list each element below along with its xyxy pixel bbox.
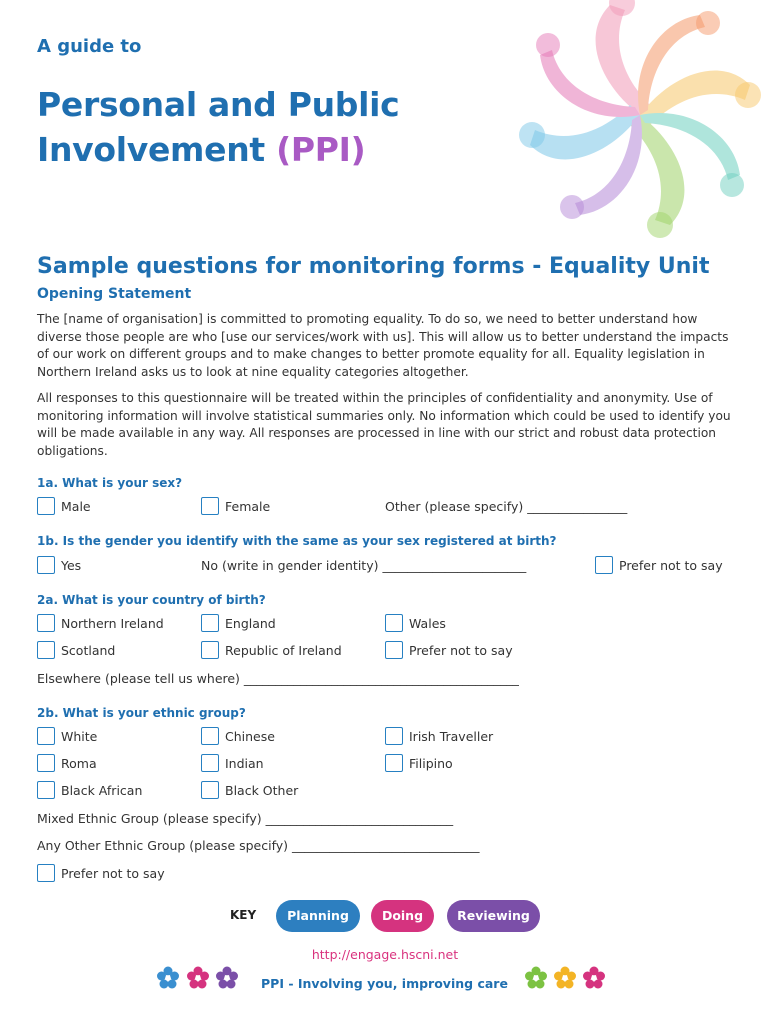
checkbox[interactable] [201, 727, 219, 745]
option-label: Wales [409, 615, 446, 631]
question-1b-label: 1b. Is the gender you identify with the same as your sex registered at birth? [37, 534, 557, 548]
option-male[interactable] [37, 497, 91, 515]
checkbox[interactable] [37, 727, 55, 745]
flower-icon-yellow [553, 966, 577, 994]
option-label: Female [225, 498, 271, 514]
option-label: Irish Traveller [409, 728, 494, 744]
option-black-other[interactable] [201, 781, 298, 799]
checkbox[interactable] [37, 754, 55, 772]
checkbox[interactable] [385, 614, 403, 632]
key-doing-badge: Doing [371, 900, 434, 932]
title-line-2 [37, 127, 399, 172]
checkbox[interactable] [37, 864, 55, 882]
option-label: Indian [225, 755, 264, 771]
option-label: Yes [61, 557, 82, 573]
checkbox[interactable] [595, 556, 613, 574]
checkbox[interactable] [385, 754, 403, 772]
option-label: Scotland [61, 642, 116, 658]
option-england[interactable] [201, 614, 276, 632]
option-no-gender-field[interactable]: No (write in gender identity) _______________________ [201, 558, 527, 573]
key-label: KEY [230, 908, 257, 922]
checkbox[interactable] [201, 641, 219, 659]
any-other-ethnic-group-field[interactable]: Any Other Ethnic Group (please specify) ______________________________ [37, 838, 480, 853]
footer-tagline: PPI - Involving you, improving care [261, 976, 508, 991]
key-planning-badge: Planning [276, 900, 360, 932]
option-label: Northern Ireland [61, 615, 164, 631]
ppi-people-circle-graphic [430, 0, 770, 250]
section-heading: Sample questions for monitoring forms - Equality Unit [37, 254, 710, 279]
option-label: Republic of Ireland [225, 642, 342, 658]
checkbox[interactable] [37, 556, 55, 574]
option-republic-of-ireland[interactable] [201, 641, 342, 659]
title-line-1: Personal and Public [37, 85, 400, 124]
flower-icon-purple [215, 966, 239, 994]
option-black-african[interactable] [37, 781, 142, 799]
guide-label: A guide to [37, 36, 142, 57]
option-female[interactable] [201, 497, 270, 515]
option-label: Prefer not to say [619, 557, 723, 573]
option-white[interactable] [37, 727, 97, 745]
option-prefer-not-to-say-2b[interactable] [37, 864, 165, 882]
checkbox[interactable] [37, 641, 55, 659]
flower-icon-green [524, 966, 548, 994]
checkbox[interactable] [201, 614, 219, 632]
option-other-sex-field[interactable]: Other (please specify) ________________ [385, 499, 628, 514]
checkbox[interactable] [37, 781, 55, 799]
key-reviewing-badge: Reviewing [447, 900, 540, 932]
option-label: Prefer not to say [409, 642, 513, 658]
title-ppi: (PPI) [276, 130, 366, 169]
opening-paragraph-2: All responses to this questionnaire will be treated within the principles of confidentiality and anonymity. Use of monitoring information will involve statistical summaries only. No information which could be used to identify you will be made available in any way. All responses are processed in line with our strict and robust data protection obligations. [37, 391, 731, 458]
question-2a-label: 2a. What is your country of birth? [37, 593, 266, 607]
checkbox[interactable] [201, 497, 219, 515]
option-yes[interactable] [37, 556, 81, 574]
option-label: Prefer not to say [61, 865, 165, 881]
checkbox[interactable] [385, 641, 403, 659]
option-irish-traveller[interactable] [385, 727, 493, 745]
question-2b-label: 2b. What is your ethnic group? [37, 706, 246, 720]
option-chinese[interactable] [201, 727, 275, 745]
option-wales[interactable] [385, 614, 446, 632]
option-northern-ireland[interactable] [37, 614, 164, 632]
option-prefer-not-to-say-2a[interactable] [385, 641, 513, 659]
option-label: Filipino [409, 755, 453, 771]
flower-icon-blue [156, 966, 180, 994]
option-indian[interactable] [201, 754, 264, 772]
title-involvement: Involvement [37, 130, 277, 169]
option-label: Male [61, 498, 91, 514]
checkbox[interactable] [385, 727, 403, 745]
checkbox[interactable] [37, 497, 55, 515]
option-prefer-not-to-say-1b[interactable] [595, 556, 723, 574]
mixed-ethnic-group-field[interactable]: Mixed Ethnic Group (please specify) ______________________________ [37, 811, 454, 826]
option-label: England [225, 615, 276, 631]
page-title [37, 82, 399, 172]
checkbox[interactable] [201, 781, 219, 799]
option-label: Black Other [225, 782, 299, 798]
option-filipino[interactable] [385, 754, 453, 772]
option-label: White [61, 728, 98, 744]
flower-icon-magenta [582, 966, 606, 994]
opening-statement-heading: Opening Statement [37, 286, 192, 302]
elsewhere-field[interactable]: Elsewhere (please tell us where) ____________________________________________ [37, 671, 519, 686]
option-scotland[interactable] [37, 641, 115, 659]
option-roma[interactable] [37, 754, 97, 772]
footer-url-link[interactable]: http://engage.hscni.net [311, 947, 459, 962]
question-1a-label: 1a. What is your sex? [37, 476, 183, 490]
opening-paragraph-1: The [name of organisation] is committed to promoting equality. To do so, we need to better understand how diverse those people are who [use our services/work with us]. This will allow us to better understand the impacts of our work on different groups and to make changes to better promote equality for all. Equality legislation in Northern Ireland asks us to look at nine equality categories altogether. [37, 312, 729, 379]
option-label: Black African [61, 782, 143, 798]
checkbox[interactable] [37, 614, 55, 632]
flower-icon-pink [186, 966, 210, 994]
option-label: Chinese [225, 728, 275, 744]
option-label: Roma [61, 755, 97, 771]
checkbox[interactable] [201, 754, 219, 772]
